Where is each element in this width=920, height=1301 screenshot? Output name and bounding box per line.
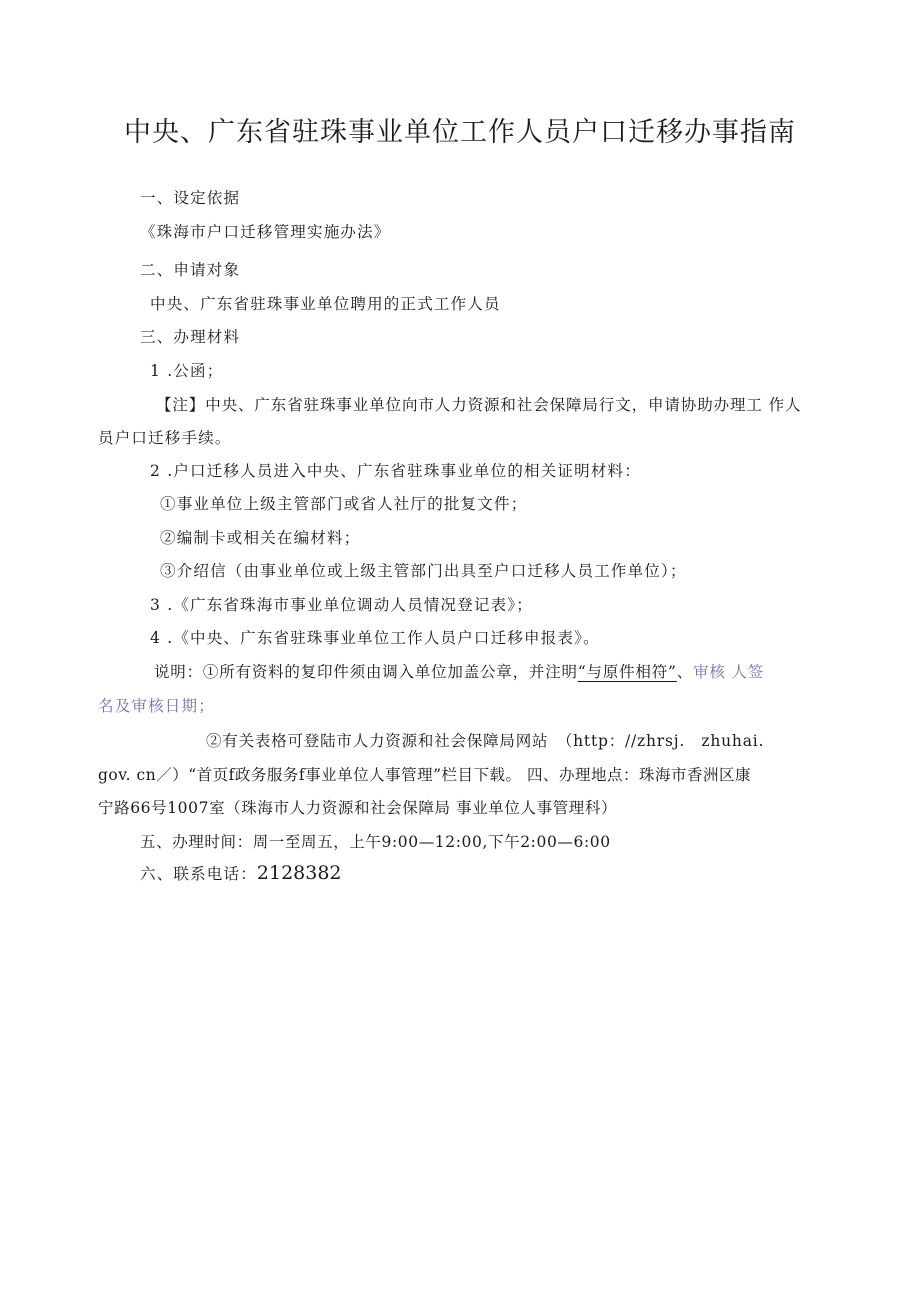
materials-sub-3: ③介绍信（由事业单位或上级主管部门出具至户口迁移人员工作单位）；	[160, 562, 687, 580]
contact-phone	[140, 862, 342, 884]
materials-sub-2: ②编制卡或相关在编材料；	[160, 529, 361, 547]
materials-item-1: 1 .公函；	[150, 362, 224, 380]
basis-heading: 一、设定依据	[140, 189, 241, 207]
phone-number: 2128382	[256, 862, 342, 884]
page-title: 中央、广东省驻珠事业单位工作人员户口迁移办事指南	[124, 117, 796, 148]
phone-label: 六、联系电话：	[140, 865, 257, 883]
target-text: 中央、广东省驻珠事业单位聘用的正式工作人员	[150, 295, 501, 313]
materials-heading: 三、办理材料	[140, 328, 241, 346]
materials-note-line-1: 【注】中央、广东省驻珠事业单位向市人力资源和社会保障局行文，申请协助办理工 作人	[156, 396, 802, 414]
explanation-line-1	[154, 660, 764, 682]
explanation-line-5: 宁路66号1007室（珠海市人力资源和社会保障局 事业单位人事管理科）	[98, 799, 618, 817]
materials-sub-1: ①事业单位上级主管部门或省人社厅的批复文件；	[160, 495, 528, 513]
explanation-line-2: 名及审核日期；	[98, 697, 215, 715]
materials-item-2: 2 .户口迁移人员进入中央、广东省驻珠事业单位的相关证明材料：	[150, 462, 641, 480]
explanation-review-text: 审核 人签	[693, 663, 765, 681]
explanation-line-4: gov. cn／）“首页f政务服务f事业单位人事管理”栏目下载。 四、办理地点：珠海市香洲区康	[98, 766, 751, 784]
explanation-quote: “与原件相符”	[577, 663, 677, 681]
explanation-prefix: 说明：①所有资料的复印件须由调入单位加盖公章，并注明	[154, 663, 578, 681]
office-hours: 五、办理时间：周一至周五，上午9:00—12:00,下午2:00—6:00	[140, 833, 611, 851]
target-heading: 二、申请对象	[140, 261, 241, 279]
materials-item-4: 4 .《中央、广东省驻珠事业单位工作人员户口迁移申报表》。	[150, 629, 600, 647]
explanation-separator: 、	[676, 663, 694, 681]
basis-text: 《珠海市户口迁移管理实施办法》	[140, 223, 391, 241]
materials-item-3: 3 .《广东省珠海市事业单位调动人员情况登记表》；	[150, 596, 533, 614]
materials-note-line-2: 员户口迁移手续。	[98, 429, 232, 447]
explanation-line-3: ②有关表格可登陆市人力资源和社会保障局网站 （http：//zhrsj. zhuhai.	[206, 732, 765, 750]
